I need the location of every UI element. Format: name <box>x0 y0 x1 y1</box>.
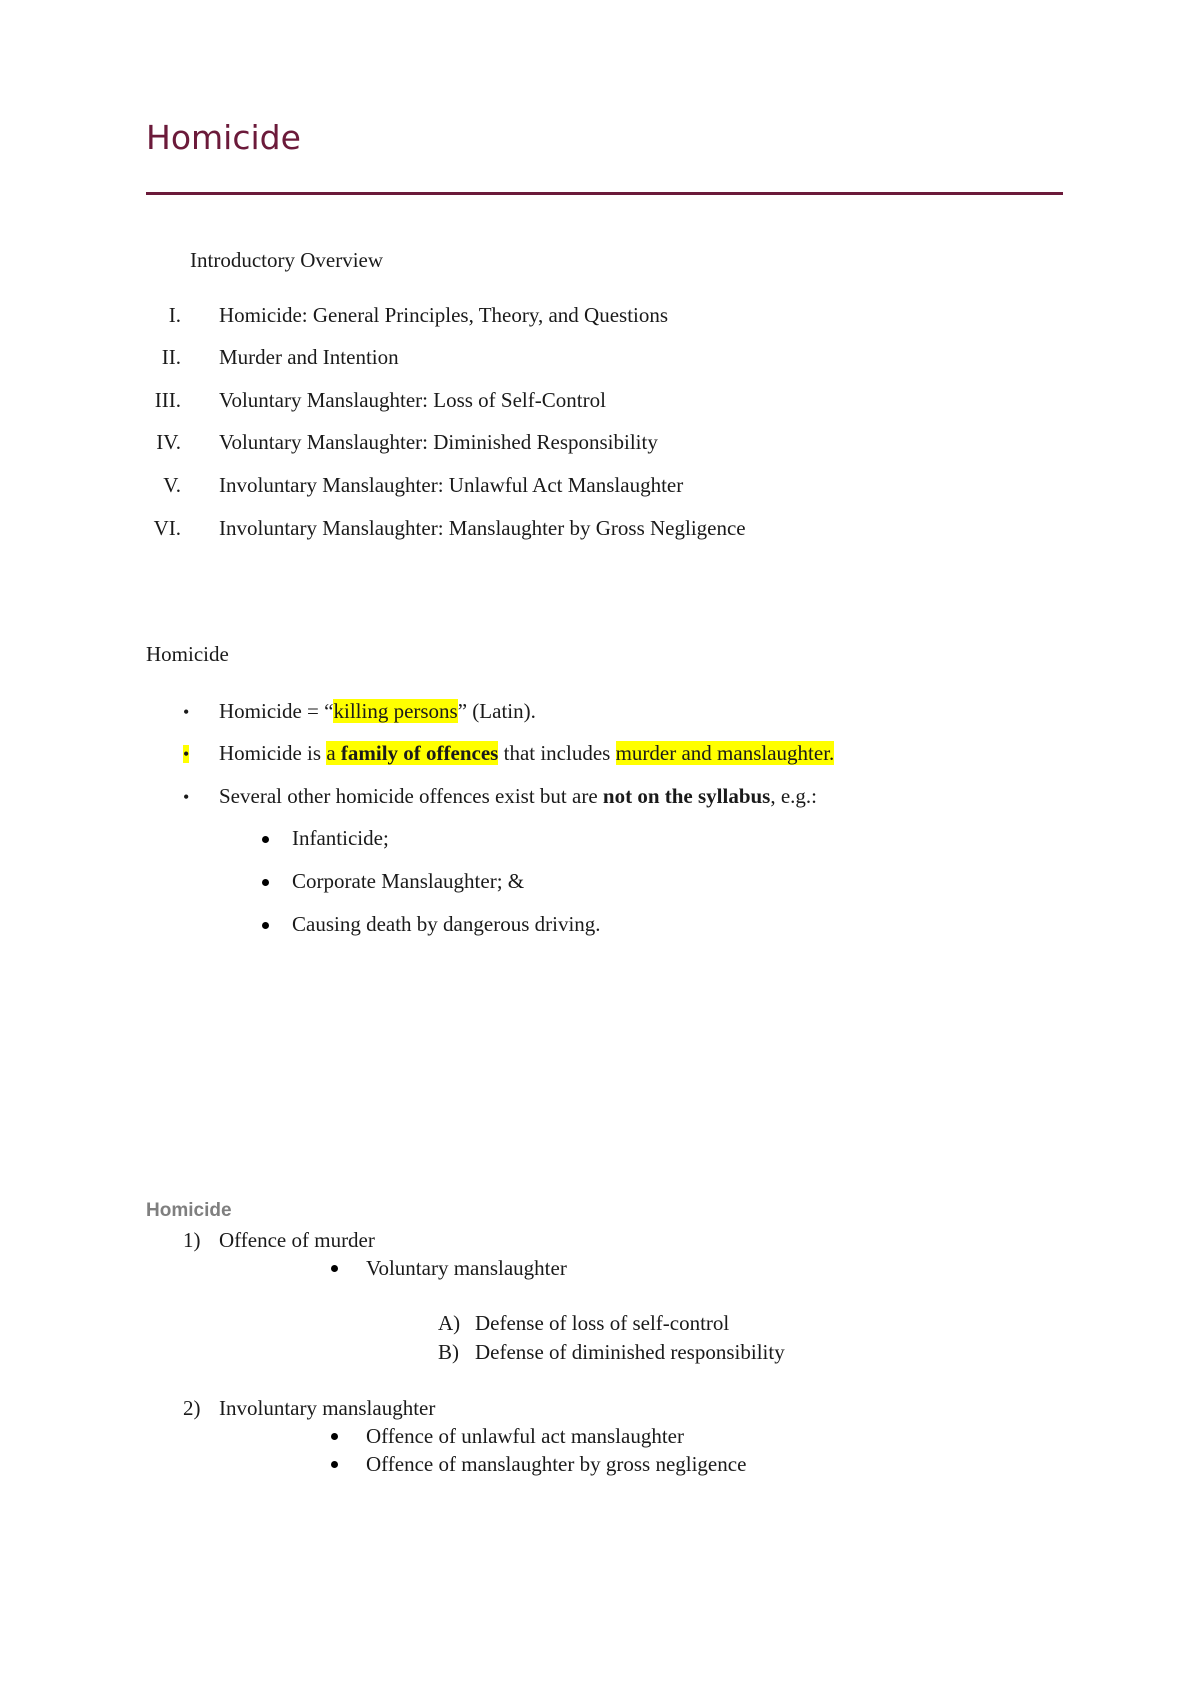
defense-item: Defense of loss of self-control <box>475 1311 730 1335</box>
sub-list-item: Corporate Manslaughter; & <box>292 869 525 893</box>
overview-item: Homicide: General Principles, Theory, and Questions <box>219 303 669 327</box>
overview-item-number: I. <box>168 303 181 327</box>
sub-list-item: Offence of unlawful act manslaughter <box>366 1424 684 1448</box>
overview-item: Murder and Intention <box>219 345 399 369</box>
overview-item-number: V. <box>163 473 181 497</box>
overview-item: Voluntary Manslaughter: Loss of Self-Control <box>219 388 606 412</box>
sub-list-item: Offence of manslaughter by gross negligence <box>366 1452 747 1476</box>
list-item: Offence of murder <box>219 1228 375 1252</box>
overview-item-number: III. <box>154 388 181 412</box>
defense-letter: A) <box>438 1311 461 1335</box>
bullet-icon: • <box>183 744 190 764</box>
defense-item: Defense of diminished responsibility <box>475 1340 785 1364</box>
section-subheading: Homicide <box>146 1200 232 1221</box>
overview-item-number: II. <box>161 345 181 369</box>
overview-item-number: IV. <box>156 430 181 454</box>
overview-heading: Introductory Overview <box>190 248 384 272</box>
bullet-icon <box>331 1433 338 1440</box>
overview-item-number: VI. <box>153 516 181 540</box>
list-item: Homicide is a family of offences that includes murder and manslaughter. <box>219 741 835 765</box>
list-item-number: 1) <box>183 1228 201 1252</box>
bullet-icon <box>331 1461 338 1468</box>
sub-list-item: Voluntary manslaughter <box>366 1256 567 1280</box>
sub-list-item: Causing death by dangerous driving. <box>292 912 601 936</box>
bullet-icon: • <box>183 702 190 722</box>
section-heading: Homicide <box>146 642 229 666</box>
bullet-icon <box>331 1265 338 1272</box>
bullet-icon <box>262 879 269 886</box>
defense-letter: B) <box>438 1340 459 1364</box>
page-title: Homicide <box>146 118 301 157</box>
sub-list-item: Infanticide; <box>292 826 389 850</box>
overview-item: Involuntary Manslaughter: Manslaughter by Gross Negligence <box>219 516 746 540</box>
bullet-icon <box>262 836 269 843</box>
list-item: Several other homicide offences exist but are not on the syllabus, e.g.: <box>219 784 818 808</box>
bullet-icon <box>262 922 269 929</box>
overview-item: Involuntary Manslaughter: Unlawful Act Manslaughter <box>219 473 684 497</box>
title-divider <box>146 192 1063 195</box>
overview-item: Voluntary Manslaughter: Diminished Responsibility <box>219 430 658 454</box>
list-item: Involuntary manslaughter <box>219 1396 436 1420</box>
list-item: Homicide = “killing persons” (Latin). <box>219 699 536 723</box>
bullet-icon: • <box>183 787 190 807</box>
list-item-number: 2) <box>183 1396 201 1420</box>
